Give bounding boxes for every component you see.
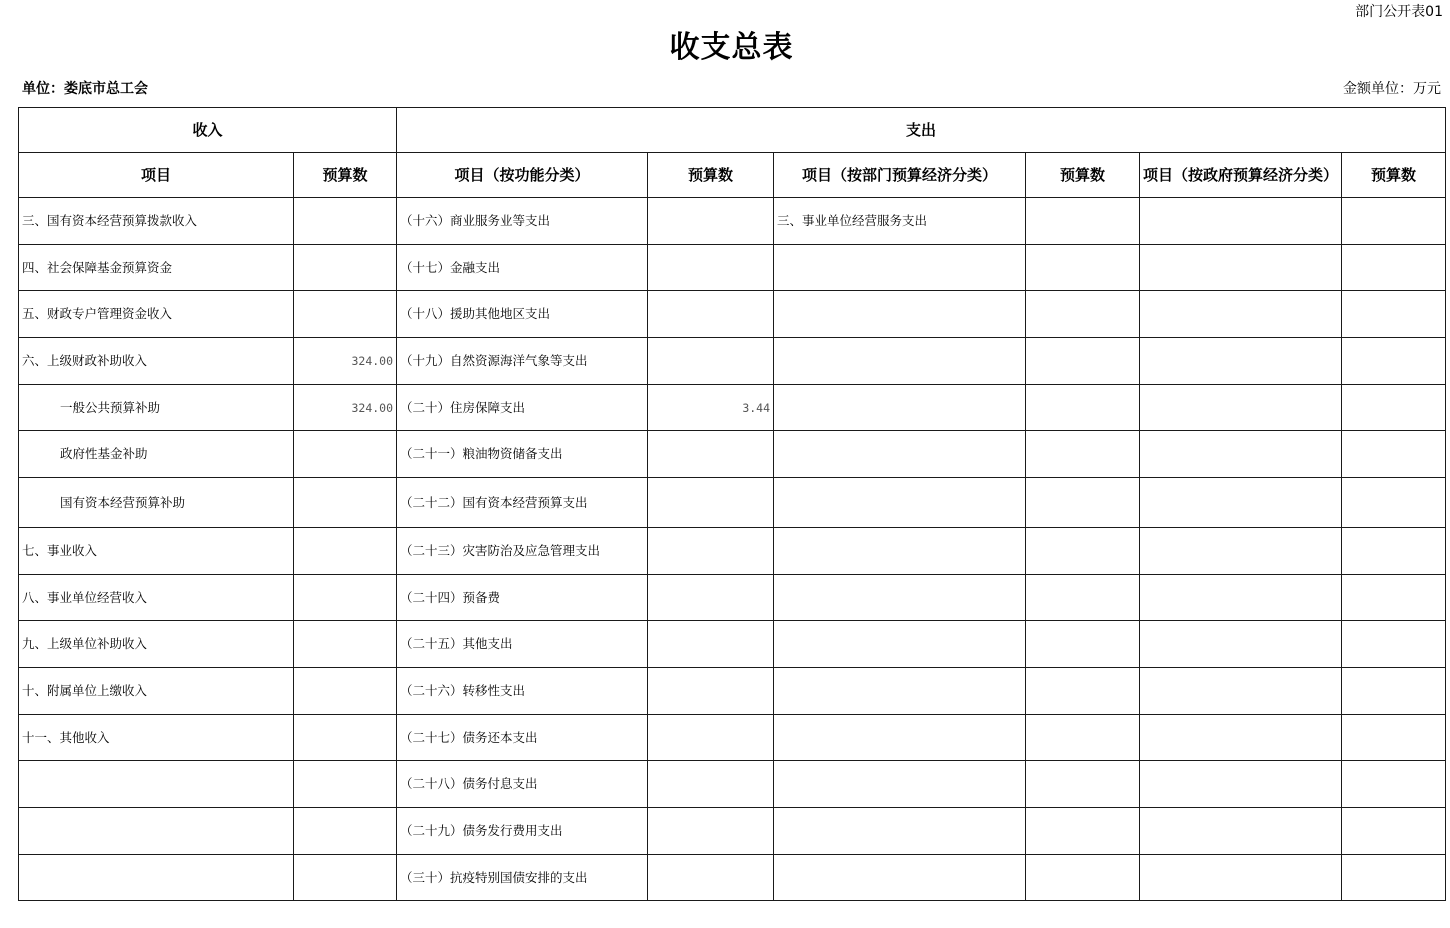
income-item-cell: 六、上级财政补助收入: [19, 338, 294, 385]
dept-econ-budget-cell: [1026, 478, 1140, 528]
function-budget-cell: [648, 338, 774, 385]
dept-econ-budget-cell: [1026, 198, 1140, 245]
income-item-cell: [19, 808, 294, 855]
dept-econ-item-cell: [774, 478, 1026, 528]
income-item-cell: [19, 761, 294, 808]
function-item-cell: （十九）自然资源海洋气象等支出: [397, 338, 648, 385]
col-header-function-budget: 预算数: [648, 153, 774, 198]
dept-econ-budget-cell: [1026, 668, 1140, 715]
gov-econ-budget-cell: [1342, 478, 1446, 528]
gov-econ-item-cell: [1140, 478, 1342, 528]
col-header-dept-econ-budget: 预算数: [1026, 153, 1140, 198]
function-item-cell: （二十）住房保障支出: [397, 385, 648, 431]
dept-econ-budget-cell: [1026, 575, 1140, 621]
income-item-cell: 国有资本经营预算补助: [19, 478, 294, 528]
function-budget-cell: [648, 715, 774, 761]
function-budget-cell: [648, 855, 774, 901]
function-budget-cell: [648, 761, 774, 808]
dept-econ-budget-cell: [1026, 245, 1140, 291]
table-row: [19, 338, 1446, 385]
income-budget-cell: [294, 715, 397, 761]
dept-econ-item-cell: [774, 855, 1026, 901]
dept-econ-budget-cell: [1026, 808, 1140, 855]
gov-econ-item-cell: [1140, 528, 1342, 575]
table-row: [19, 668, 1446, 715]
col-header-gov-econ-budget: 预算数: [1342, 153, 1446, 198]
dept-econ-item-cell: [774, 761, 1026, 808]
table-row: [19, 621, 1446, 668]
function-item-cell: （二十七）债务还本支出: [397, 715, 648, 761]
dept-econ-budget-cell: [1026, 528, 1140, 575]
gov-econ-item-cell: [1140, 338, 1342, 385]
income-item-cell: 七、事业收入: [19, 528, 294, 575]
table-row: [19, 245, 1446, 291]
amount-unit: [1343, 80, 1441, 98]
page-title: 收支总表: [669, 30, 794, 65]
table-row: [19, 478, 1446, 528]
gov-econ-item-cell: [1140, 198, 1342, 245]
column-header-row: [19, 153, 1446, 198]
gov-econ-budget-cell: [1342, 621, 1446, 668]
income-budget-cell: [294, 808, 397, 855]
dept-econ-budget-cell: [1026, 715, 1140, 761]
gov-econ-budget-cell: [1342, 385, 1446, 431]
income-item-cell: 十一、其他收入: [19, 715, 294, 761]
gov-econ-budget-cell: [1342, 198, 1446, 245]
table-row: [19, 575, 1446, 621]
income-budget-cell: [294, 245, 397, 291]
income-budget-cell: [294, 575, 397, 621]
gov-econ-item-cell: [1140, 808, 1342, 855]
dept-econ-item-cell: [774, 808, 1026, 855]
gov-econ-budget-cell: [1342, 808, 1446, 855]
dept-econ-budget-cell: [1026, 761, 1140, 808]
gov-econ-item-cell: [1140, 431, 1342, 478]
function-item-cell: （二十三）灾害防治及应急管理支出: [397, 528, 648, 575]
col-header-dept-econ-item: 项目（按部门预算经济分类）: [774, 153, 1026, 198]
dept-econ-item-cell: [774, 245, 1026, 291]
function-item-cell: （二十九）债务发行费用支出: [397, 808, 648, 855]
gov-econ-item-cell: [1140, 385, 1342, 431]
dept-econ-budget-cell: [1026, 338, 1140, 385]
function-budget-cell: [648, 291, 774, 338]
gov-econ-item-cell: [1140, 621, 1342, 668]
function-budget-cell: [648, 668, 774, 715]
gov-econ-item-cell: [1140, 291, 1342, 338]
income-item-cell: 一般公共预算补助: [19, 385, 294, 431]
table-row: [19, 431, 1446, 478]
amount-unit-label: 金额单位：: [1343, 81, 1413, 97]
org-unit-value: 娄底市总工会: [64, 81, 148, 97]
function-item-cell: （二十五）其他支出: [397, 621, 648, 668]
org-unit-label: 单位：: [22, 81, 64, 97]
dept-econ-budget-cell: [1026, 855, 1140, 901]
income-budget-cell: [294, 855, 397, 901]
gov-econ-budget-cell: [1342, 528, 1446, 575]
dept-econ-budget-cell: [1026, 621, 1140, 668]
dept-econ-item-cell: [774, 528, 1026, 575]
income-budget-cell: [294, 291, 397, 338]
function-item-cell: （二十一）粮油物资储备支出: [397, 431, 648, 478]
income-item-cell: 三、国有资本经营预算拨款收入: [19, 198, 294, 245]
amount-unit-value: 万元: [1413, 81, 1441, 97]
income-budget-cell: [294, 198, 397, 245]
gov-econ-item-cell: [1140, 715, 1342, 761]
col-header-gov-econ-item: 项目（按政府预算经济分类）: [1140, 153, 1342, 198]
table-row: [19, 385, 1446, 431]
function-budget-cell: [648, 808, 774, 855]
function-budget-cell: [648, 528, 774, 575]
function-item-cell: （二十八）债务付息支出: [397, 761, 648, 808]
function-item-cell: （十七）金融支出: [397, 245, 648, 291]
dept-econ-item-cell: [774, 338, 1026, 385]
gov-econ-item-cell: [1140, 761, 1342, 808]
dept-econ-budget-cell: [1026, 431, 1140, 478]
dept-econ-item-cell: [774, 668, 1026, 715]
dept-econ-budget-cell: [1026, 385, 1140, 431]
function-item-cell: （二十六）转移性支出: [397, 668, 648, 715]
income-budget-cell: [294, 668, 397, 715]
function-budget-cell: [648, 575, 774, 621]
income-item-cell: 十、附属单位上缴收入: [19, 668, 294, 715]
income-budget-cell: 324.00: [294, 338, 397, 385]
expense-group-header: 支出: [397, 108, 1446, 153]
table-row: [19, 808, 1446, 855]
gov-econ-item-cell: [1140, 245, 1342, 291]
income-budget-cell: [294, 528, 397, 575]
function-item-cell: （十八）援助其他地区支出: [397, 291, 648, 338]
dept-econ-item-cell: 三、事业单位经营服务支出: [774, 198, 1026, 245]
dept-econ-item-cell: [774, 575, 1026, 621]
gov-econ-budget-cell: [1342, 291, 1446, 338]
dept-econ-budget-cell: [1026, 291, 1140, 338]
group-header-row: [19, 108, 1446, 153]
table-row: [19, 528, 1446, 575]
income-item-cell: 政府性基金补助: [19, 431, 294, 478]
gov-econ-budget-cell: [1342, 715, 1446, 761]
function-item-cell: （三十）抗疫特别国债安排的支出: [397, 855, 648, 901]
gov-econ-item-cell: [1140, 855, 1342, 901]
function-budget-cell: [648, 478, 774, 528]
function-budget-cell: [648, 431, 774, 478]
income-budget-cell: [294, 478, 397, 528]
col-header-income-item: 项目: [19, 153, 294, 198]
income-item-cell: 五、财政专户管理资金收入: [19, 291, 294, 338]
col-header-income-budget: 预算数: [294, 153, 397, 198]
gov-econ-budget-cell: [1342, 338, 1446, 385]
table-row: [19, 198, 1446, 245]
gov-econ-budget-cell: [1342, 668, 1446, 715]
income-budget-cell: [294, 431, 397, 478]
function-budget-cell: [648, 621, 774, 668]
income-item-cell: 九、上级单位补助收入: [19, 621, 294, 668]
form-id-label: 部门公开表01: [1355, 4, 1443, 20]
dept-econ-item-cell: [774, 431, 1026, 478]
income-group-header: 收入: [19, 108, 397, 153]
org-unit: [22, 80, 148, 98]
function-item-cell: （二十四）预备费: [397, 575, 648, 621]
income-item-cell: 八、事业单位经营收入: [19, 575, 294, 621]
dept-econ-item-cell: [774, 291, 1026, 338]
function-item-cell: （二十二）国有资本经营预算支出: [397, 478, 648, 528]
table-row: [19, 855, 1446, 901]
function-budget-cell: [648, 198, 774, 245]
dept-econ-item-cell: [774, 385, 1026, 431]
table-row: [19, 761, 1446, 808]
income-expense-summary-table: [18, 107, 1446, 901]
income-budget-cell: [294, 621, 397, 668]
income-item-cell: [19, 855, 294, 901]
table-row: [19, 715, 1446, 761]
income-item-cell: 四、社会保障基金预算资金: [19, 245, 294, 291]
gov-econ-item-cell: [1140, 668, 1342, 715]
gov-econ-budget-cell: [1342, 431, 1446, 478]
gov-econ-budget-cell: [1342, 575, 1446, 621]
col-header-function-item: 项目（按功能分类）: [397, 153, 648, 198]
dept-econ-item-cell: [774, 715, 1026, 761]
table-row: [19, 291, 1446, 338]
function-budget-cell: 3.44: [648, 385, 774, 431]
dept-econ-item-cell: [774, 621, 1026, 668]
gov-econ-budget-cell: [1342, 855, 1446, 901]
gov-econ-item-cell: [1140, 575, 1342, 621]
gov-econ-budget-cell: [1342, 245, 1446, 291]
income-budget-cell: 324.00: [294, 385, 397, 431]
function-budget-cell: [648, 245, 774, 291]
income-budget-cell: [294, 761, 397, 808]
gov-econ-budget-cell: [1342, 761, 1446, 808]
function-item-cell: （十六）商业服务业等支出: [397, 198, 648, 245]
